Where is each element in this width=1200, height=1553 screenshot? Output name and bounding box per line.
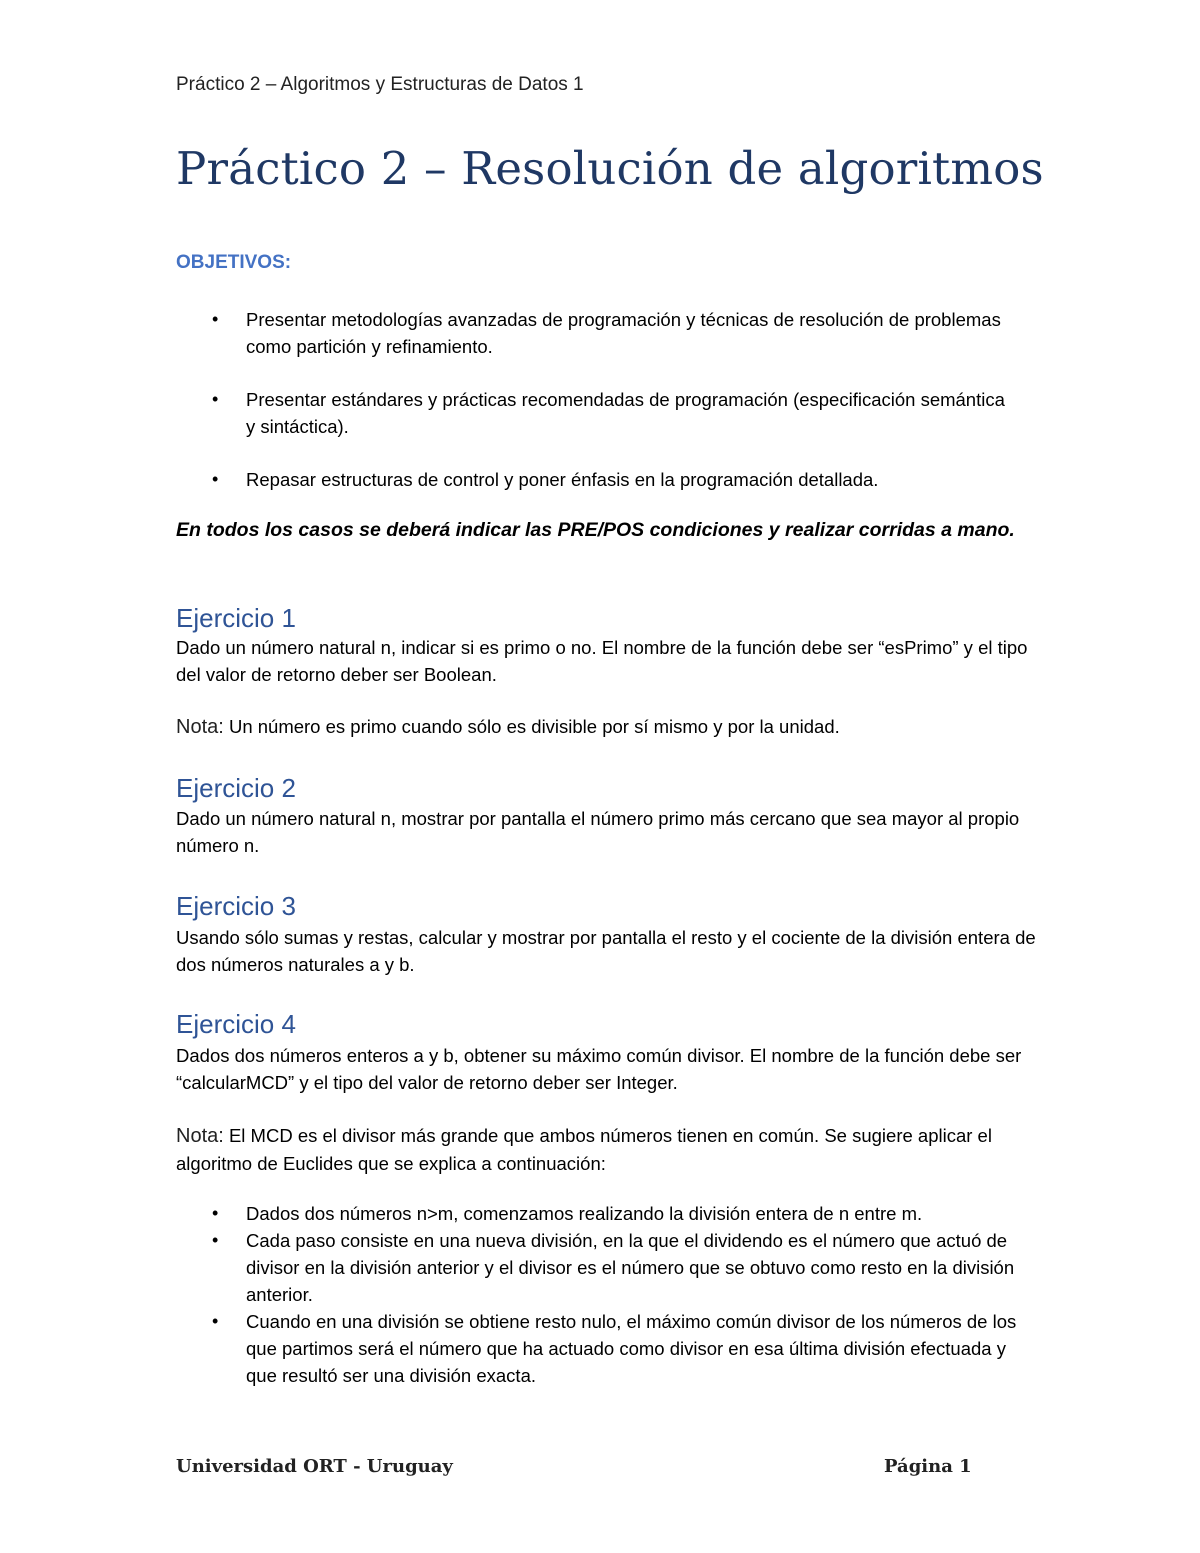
all-cases-note: En todos los casos se deberá indicar las PRE/POS condiciones y realizar corridas a mano. <box>176 519 1015 541</box>
euclid-steps-list <box>176 1200 1036 1389</box>
exercise-2-heading: Ejercicio 2 <box>176 773 296 803</box>
note-text: Un número es primo cuando sólo es divisible por sí mismo y por la unidad. <box>223 716 840 737</box>
bullet-icon: • <box>212 469 219 489</box>
exercise-3-heading: Ejercicio 3 <box>176 891 296 921</box>
euclid-step-item <box>176 1227 1036 1308</box>
objective-text: Presentar metodologías avanzadas de programación y técnicas de resolución de problemas como partición y refinamiento. <box>246 309 1001 357</box>
exercise-4-text: Dados dos números enteros a y b, obtener su máximo común divisor. El nombre de la función debe ser “calcularMCD” y el tipo del valor de retorno deber ser Integer. <box>176 1045 1022 1093</box>
objective-item <box>176 306 1006 360</box>
euclid-step-item <box>176 1308 1036 1389</box>
exercise-4-note <box>176 1122 1036 1177</box>
footer-university: Universidad ORT - Uruguay <box>176 1456 453 1477</box>
objectives-heading: OBJETIVOS: <box>176 252 292 273</box>
objectives-list <box>176 306 1006 493</box>
bullet-icon: • <box>212 1311 219 1331</box>
euclid-step-item <box>176 1200 1036 1227</box>
page-header: Práctico 2 – Algoritmos y Estructuras de Datos 1 <box>176 74 584 95</box>
note-label: Nota: <box>176 1125 224 1147</box>
objective-item <box>176 386 1006 440</box>
bullet-icon: • <box>212 389 219 409</box>
page-title: Práctico 2 – Resolución de algoritmos <box>176 142 1044 195</box>
euclid-step-text: Cada paso consiste en una nueva división, en la que el dividendo es el número que actuó de divisor en la división anterior y el divisor es el número que se obtuvo como resto en la división anterior. <box>246 1230 1015 1305</box>
euclid-step-text: Cuando en una división se obtiene resto nulo, el máximo común divisor de los números de los que partimos será el número que ha actuado como divisor en esa última división efectuada y que resultó ser una división exacta. <box>246 1311 1017 1386</box>
bullet-icon: • <box>212 1203 219 1223</box>
footer-page-number: Página 1 <box>884 1456 972 1477</box>
bullet-icon: • <box>212 309 219 329</box>
exercise-3-text: Usando sólo sumas y restas, calcular y mostrar por pantalla el resto y el cociente de la división entera de dos números naturales a y b. <box>176 927 1036 975</box>
exercise-1-heading: Ejercicio 1 <box>176 603 296 633</box>
exercise-1-note <box>176 713 1036 741</box>
exercise-4-heading: Ejercicio 4 <box>176 1009 296 1039</box>
objective-item <box>176 466 1006 493</box>
euclid-step-text: Dados dos números n>m, comenzamos realizando la división entera de n entre m. <box>246 1203 923 1224</box>
note-text: El MCD es el divisor más grande que ambos números tienen en común. Se sugiere aplicar el algoritmo de Euclides que se explica a continuación: <box>176 1125 992 1174</box>
exercise-2-text: Dado un número natural n, mostrar por pantalla el número primo más cercano que sea mayor al propio número n. <box>176 808 1020 856</box>
bullet-icon: • <box>212 1230 219 1250</box>
objective-text: Presentar estándares y prácticas recomendadas de programación (especificación semántica y sintáctica). <box>246 389 1005 437</box>
objective-text: Repasar estructuras de control y poner énfasis en la programación detallada. <box>246 469 879 490</box>
note-label: Nota: <box>176 716 224 738</box>
exercise-1-text: Dado un número natural n, indicar si es primo o no. El nombre de la función debe ser “esPrimo” y el tipo del valor de retorno deber ser Boolean. <box>176 637 1028 685</box>
